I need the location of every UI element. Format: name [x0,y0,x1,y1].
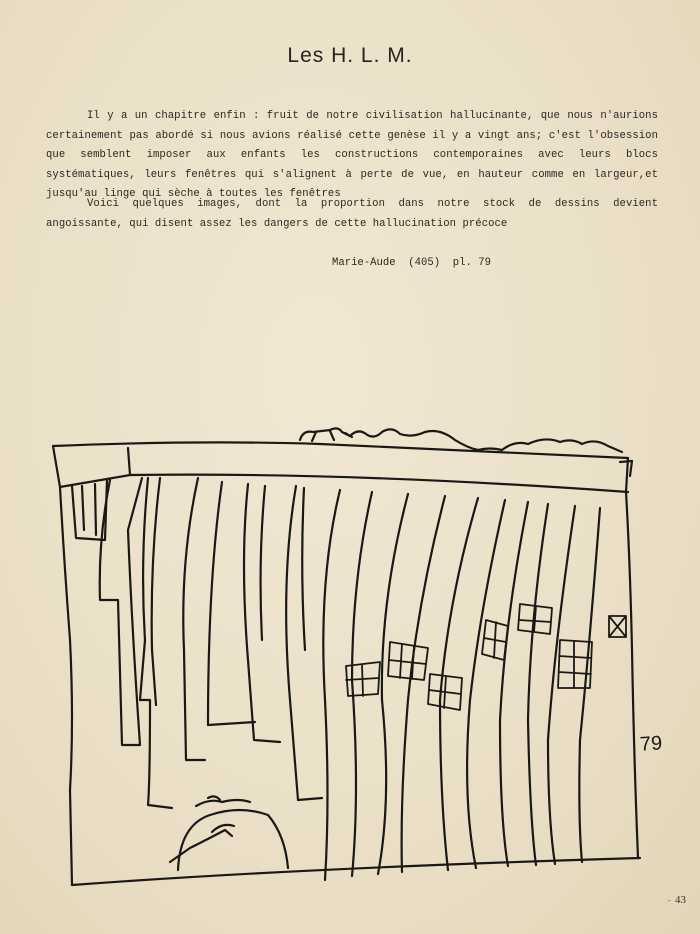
drawing-roof-right-edge [626,458,628,492]
page-number [667,894,686,906]
plate-number: 79 [639,732,663,756]
drawing-roof-bottom [60,475,628,492]
drawing-rooftop-figure [300,428,352,441]
drawing-roof-top [53,442,628,458]
drawing-right-wall [626,492,638,858]
paragraph-images-text: Voici quelques images, dont la proportion dans notre stock de dessins devient angoissante, qui disent assez les dangers de cette hallucination précoce [46,198,658,230]
paragraph-intro-text: Il y a un chapitre enfin : fruit de notre civilisation hallucinante, que nous n'aurions certainement pas abordé si nous avions réalisé cette genèse il y a vingt ans; c'est l'obsession que semblent imposer aux enfants les constructions contemporaines avec leurs blocs systématiques, leurs fenêtres qui s'alignent à perte de vue, en hauteur comme en largeur,et jusqu'au linge qui sèche à toutes les fenêtres [46,110,658,201]
figure-caption: Marie-Aude (405) pl. 79 [332,257,491,269]
page-number-dash: - [667,894,671,906]
page-title: Les H. L. M. [287,44,413,67]
drawing-roof-left-edge [53,446,60,487]
drawing-rooftop-hills [350,429,622,452]
page-number-text: 43 [675,894,686,906]
drawing-left-wall [60,487,72,885]
drawing-doorway [178,810,288,870]
